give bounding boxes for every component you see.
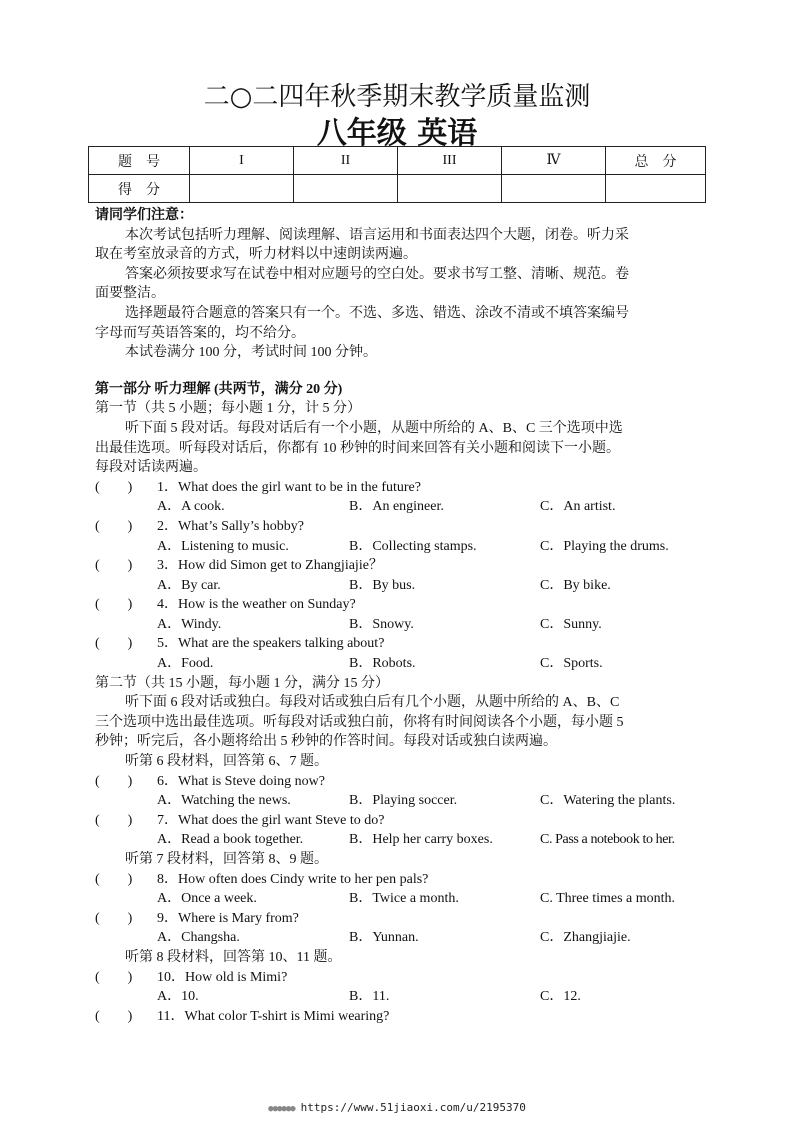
score-cell-total: 总 分	[606, 147, 706, 175]
option-c: C．Playing the drums.	[540, 538, 669, 554]
notice-line: 本次考试包括听力理解、阅读理解、语言运用和书面表达四个大题，闭卷。听力采	[125, 227, 629, 243]
footer-dots: ●●●●●●	[268, 1104, 295, 1114]
section2-instruction: 听下面 6 段对话或独白。每段对话或独白后有几个小题，从题中所给的 A、B、C	[125, 695, 620, 711]
question-text: 5．What are the speakers talking about?	[157, 636, 385, 652]
question-11	[95, 1007, 705, 1027]
option-b: B．11.	[349, 989, 390, 1005]
question-text: 3．How did Simon get to Zhangjiajie？	[157, 558, 383, 574]
question-9	[95, 909, 705, 929]
score-blank	[190, 175, 294, 203]
option-a: A．Once a week.	[157, 891, 257, 907]
score-blank	[502, 175, 606, 203]
notice-heading: 请同学们注意：	[95, 208, 193, 223]
option-b: B．An engineer.	[349, 499, 444, 515]
material-note: 听第 7 段材料，回答第 8、9 题。	[125, 852, 328, 867]
question-1	[95, 478, 705, 498]
option-b: B．Help her carry boxes.	[349, 832, 493, 848]
options-7	[95, 830, 705, 850]
answer-blank[interactable]: ( )	[95, 597, 133, 613]
options-8	[95, 889, 705, 909]
exam-content	[95, 206, 705, 1026]
answer-blank[interactable]: ( )	[95, 871, 133, 887]
score-blank	[294, 175, 398, 203]
question-3	[95, 556, 705, 576]
notice-line: 答案必须按要求写在试卷中相对应题号的空白处。要求书写工整、清晰、规范。卷	[125, 266, 629, 282]
options-9	[95, 928, 705, 948]
material-note: 听第 8 段材料，回答第 10、11 题。	[125, 949, 342, 965]
question-text: 8．How often does Cindy write to her pen pals?	[157, 871, 429, 887]
question-text: 7．What does the girl want Steve to do?	[157, 812, 385, 828]
option-c: C．By bike.	[540, 577, 611, 593]
options-1	[95, 497, 705, 517]
exam-subtitle: 八年级 英语	[316, 116, 478, 151]
score-blank	[398, 175, 502, 203]
section1-instruction: 每段对话读两遍。	[95, 460, 207, 476]
options-2	[95, 537, 705, 557]
answer-blank[interactable]: ( )	[95, 558, 133, 574]
option-b: B．Twice a month.	[349, 891, 459, 907]
answer-blank[interactable]: ( )	[95, 910, 133, 926]
part1-heading: 第一部分 听力理解 (共两节，满分 20 分)	[95, 381, 343, 397]
option-b: B．By bus.	[349, 577, 416, 593]
option-c: C．Zhangjiajie.	[540, 930, 631, 946]
option-b: B．Snowy.	[349, 616, 414, 632]
option-a: A．Windy.	[157, 616, 222, 632]
option-c: C. Three times a month.	[540, 891, 676, 907]
score-cell-part-2: II	[294, 147, 398, 175]
footer-url[interactable]: https://www.51jiaoxi.com/u/2195370	[300, 1101, 526, 1114]
option-a: A．Watching the news.	[157, 793, 291, 809]
options-5	[95, 654, 705, 674]
section1-heading: 第一节（共 5 小题；每小题 1 分，计 5 分）	[95, 401, 361, 417]
score-table-header-row	[89, 147, 706, 175]
section2-heading: 第二节（共 15 小题，每小题 1 分，满分 15 分）	[95, 675, 389, 691]
answer-blank[interactable]: ( )	[95, 969, 133, 985]
answer-blank[interactable]: ( )	[95, 518, 133, 534]
options-4	[95, 615, 705, 635]
answer-blank[interactable]: ( )	[95, 1008, 133, 1024]
score-cell-part-3: III	[398, 147, 502, 175]
option-a: A．Changsha.	[157, 930, 240, 946]
question-6	[95, 772, 705, 792]
option-b: B．Yunnan.	[349, 930, 419, 946]
option-c: C．Sports.	[540, 656, 603, 672]
options-6	[95, 791, 705, 811]
question-5	[95, 634, 705, 654]
option-a: A．Read a book together.	[157, 832, 304, 848]
section2-instruction: 三个选项中选出最佳选项。听每段对话或独白前，你将有时间阅读各个小题，每小题 5	[95, 714, 624, 730]
option-a: A．A cook.	[157, 499, 225, 515]
question-text: 6．What is Steve doing now?	[157, 773, 325, 789]
question-text: 2．What’s Sally’s hobby?	[157, 518, 304, 534]
question-text: 10．How old is Mimi?	[157, 969, 288, 985]
notice-line: 面要整洁。	[95, 286, 165, 302]
score-table-score-row	[89, 175, 706, 203]
option-b: B．Playing soccer.	[349, 793, 458, 809]
question-2	[95, 517, 705, 537]
option-c: C．12.	[540, 989, 581, 1005]
page-footer	[0, 1101, 794, 1114]
notice-line: 选择题最符合题意的答案只有一个。不选、多选、错选、涂改不清或不填答案编号	[125, 305, 629, 321]
notice-line: 本试卷满分 100 分，考试时间 100 分钟。	[125, 345, 377, 361]
question-text: 11．What color T-shirt is Mimi wearing?	[157, 1008, 390, 1024]
answer-blank[interactable]: ( )	[95, 636, 133, 652]
exam-title: 二○二四年秋季期末教学质量监测	[203, 82, 591, 112]
material-note: 听第 6 段材料，回答第 6、7 题。	[125, 754, 328, 770]
option-b: B．Robots.	[349, 656, 416, 672]
section1-instruction: 出最佳选项。听每段对话后，你都有 10 秒钟的时间来回答有关小题和阅读下一小题。	[95, 440, 620, 456]
question-text: 9．Where is Mary from?	[157, 910, 299, 926]
option-a: A．By car.	[157, 577, 221, 593]
options-3	[95, 576, 705, 596]
score-cell-label: 题 号	[89, 147, 190, 175]
answer-blank[interactable]: ( )	[95, 773, 133, 789]
option-c: C．An artist.	[540, 499, 616, 515]
options-10	[95, 987, 705, 1007]
option-a: A．10.	[157, 989, 199, 1005]
option-b: B．Collecting stamps.	[349, 538, 477, 554]
score-row-label: 得 分	[89, 175, 190, 203]
score-cell-part-1: I	[190, 147, 294, 175]
score-table	[88, 146, 706, 203]
question-4	[95, 595, 705, 615]
section1-instruction: 听下面 5 段对话。每段对话后有一个小题，从题中所给的 A、B、C 三个选项中选	[125, 420, 623, 436]
answer-blank[interactable]: ( )	[95, 479, 133, 495]
option-a: A．Food.	[157, 656, 214, 672]
question-text: 1．What does the girl want to be in the future?	[157, 479, 421, 495]
score-blank	[606, 175, 706, 203]
section2-instruction: 秒钟；听完后，各小题将给出 5 秒钟的作答时间。每段对话或独白读两遍。	[95, 734, 557, 750]
option-c: C. Pass a notebook to her.	[540, 832, 675, 848]
question-7	[95, 811, 705, 831]
option-c: C．Sunny.	[540, 616, 602, 632]
spacer	[95, 363, 705, 380]
answer-blank[interactable]: ( )	[95, 812, 133, 828]
option-c: C．Watering the plants.	[540, 793, 676, 809]
question-text: 4．How is the weather on Sunday?	[157, 597, 356, 613]
notice-line: 字母而写英语答案的，均不给分。	[95, 325, 305, 341]
notice-line: 取在考室放录音的方式，听力材料以中速朗读两遍。	[95, 247, 417, 263]
question-10	[95, 968, 705, 988]
question-8	[95, 870, 705, 890]
option-a: A．Listening to music.	[157, 538, 289, 554]
score-cell-part-4: Ⅳ	[502, 147, 606, 175]
